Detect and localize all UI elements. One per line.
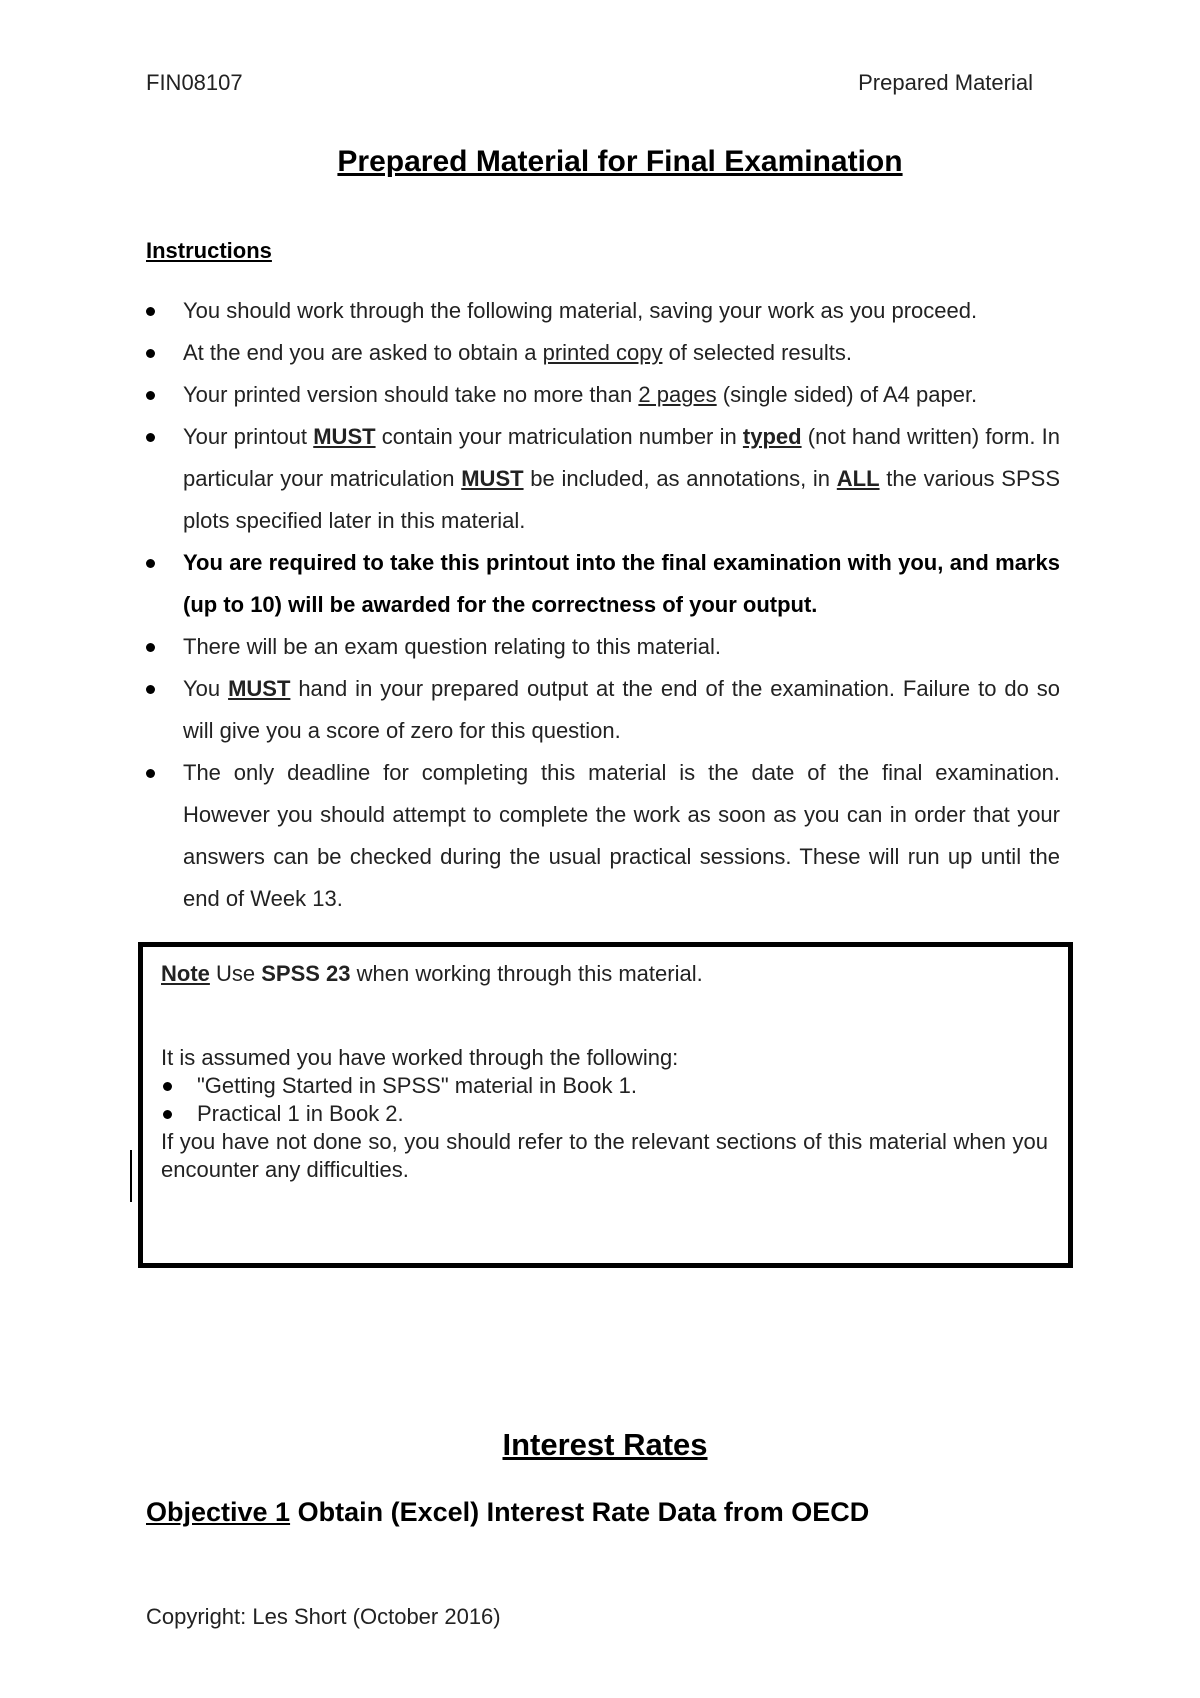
copyright-footer: Copyright: Les Short (October 2016) [146, 1604, 501, 1629]
list-item-text: The only deadline for completing this material is the date of the final examination. However you should attempt to complete the work as soon as you can in order that your answers can be checked during the usual practical sessions. These will run up until the end of Week 13. [183, 760, 1060, 911]
note-text: Use [209, 961, 262, 986]
list-item [146, 626, 1060, 668]
objective-text: Obtain (Excel) Interest Rate Data from OECD [290, 1497, 870, 1527]
software-version: SPSS 23 [261, 961, 351, 986]
objective-heading [146, 1497, 869, 1528]
page-title: Prepared Material for Final Examination [337, 145, 903, 178]
list-item-text: contain your matriculation number in [375, 424, 743, 449]
list-item-text: hand in your prepared output at the end of the examination. Failure to do so will give you a score of zero for this question. [183, 676, 1060, 743]
list-item [146, 332, 1060, 374]
underlined-text: printed copy [542, 340, 663, 365]
list-item-text: (not hand written) form. In particular your matriculation [183, 424, 1060, 491]
instructions-list [146, 290, 1060, 920]
text-cursor [130, 1150, 132, 1202]
note-line [161, 960, 1048, 988]
note-assumed-text: It is assumed you have worked through the following: [161, 1045, 679, 1070]
instructions-heading: Instructions [146, 238, 272, 263]
list-item-text: You should work through the following material, saving your work as you proceed. [183, 298, 978, 323]
list-item [146, 668, 1060, 752]
section-title: Interest Rates [502, 1427, 708, 1462]
note-label: Note [161, 961, 210, 986]
list-item-text: There will be an exam question relating to this material. [183, 634, 722, 659]
list-item-text: be included, as annotations, in [523, 466, 837, 491]
objective-label: Objective 1 [146, 1497, 291, 1527]
list-item-text: You [183, 676, 229, 701]
header-course-code: FIN08107 [146, 70, 243, 95]
note-text: when working through this material. [350, 961, 703, 986]
spacer [161, 988, 1048, 1044]
note-box [138, 942, 1073, 1268]
list-item-text: Your printout [183, 424, 314, 449]
emphasis-text: ALL [836, 466, 880, 491]
underlined-text: 2 pages [638, 382, 717, 407]
list-item-text: (single sided) of A4 paper. [716, 382, 978, 407]
header-document-type: Prepared Material [858, 70, 1033, 95]
list-item-text: You are required to take this printout into the final examination with you, and marks (up to 10) will be awarded for the correctness of your output. [183, 550, 1060, 617]
emphasis-text: typed [742, 424, 802, 449]
emphasis-text: MUST [313, 424, 376, 449]
list-item-text: of selected results. [662, 340, 852, 365]
list-item [146, 752, 1060, 920]
list-item-text: Your printed version should take no more than [183, 382, 639, 407]
note-closing-text: If you have not done so, you should refer to the relevant sections of this material when you encounter any difficulties. [161, 1129, 1048, 1182]
list-item-text: the various SPSS plots specified later in this material. [183, 466, 1060, 533]
list-item: Practical 1 in Book 2. [161, 1100, 1048, 1128]
list-item [146, 416, 1060, 542]
list-item-text: At the end you are asked to obtain a [183, 340, 543, 365]
prerequisite-list [161, 1072, 1048, 1128]
emphasis-text: MUST [461, 466, 524, 491]
list-item: "Getting Started in SPSS" material in Book 1. [161, 1072, 1048, 1100]
list-item [146, 542, 1060, 626]
list-item [146, 290, 1060, 332]
emphasis-text: MUST [228, 676, 291, 701]
list-item [146, 374, 1060, 416]
